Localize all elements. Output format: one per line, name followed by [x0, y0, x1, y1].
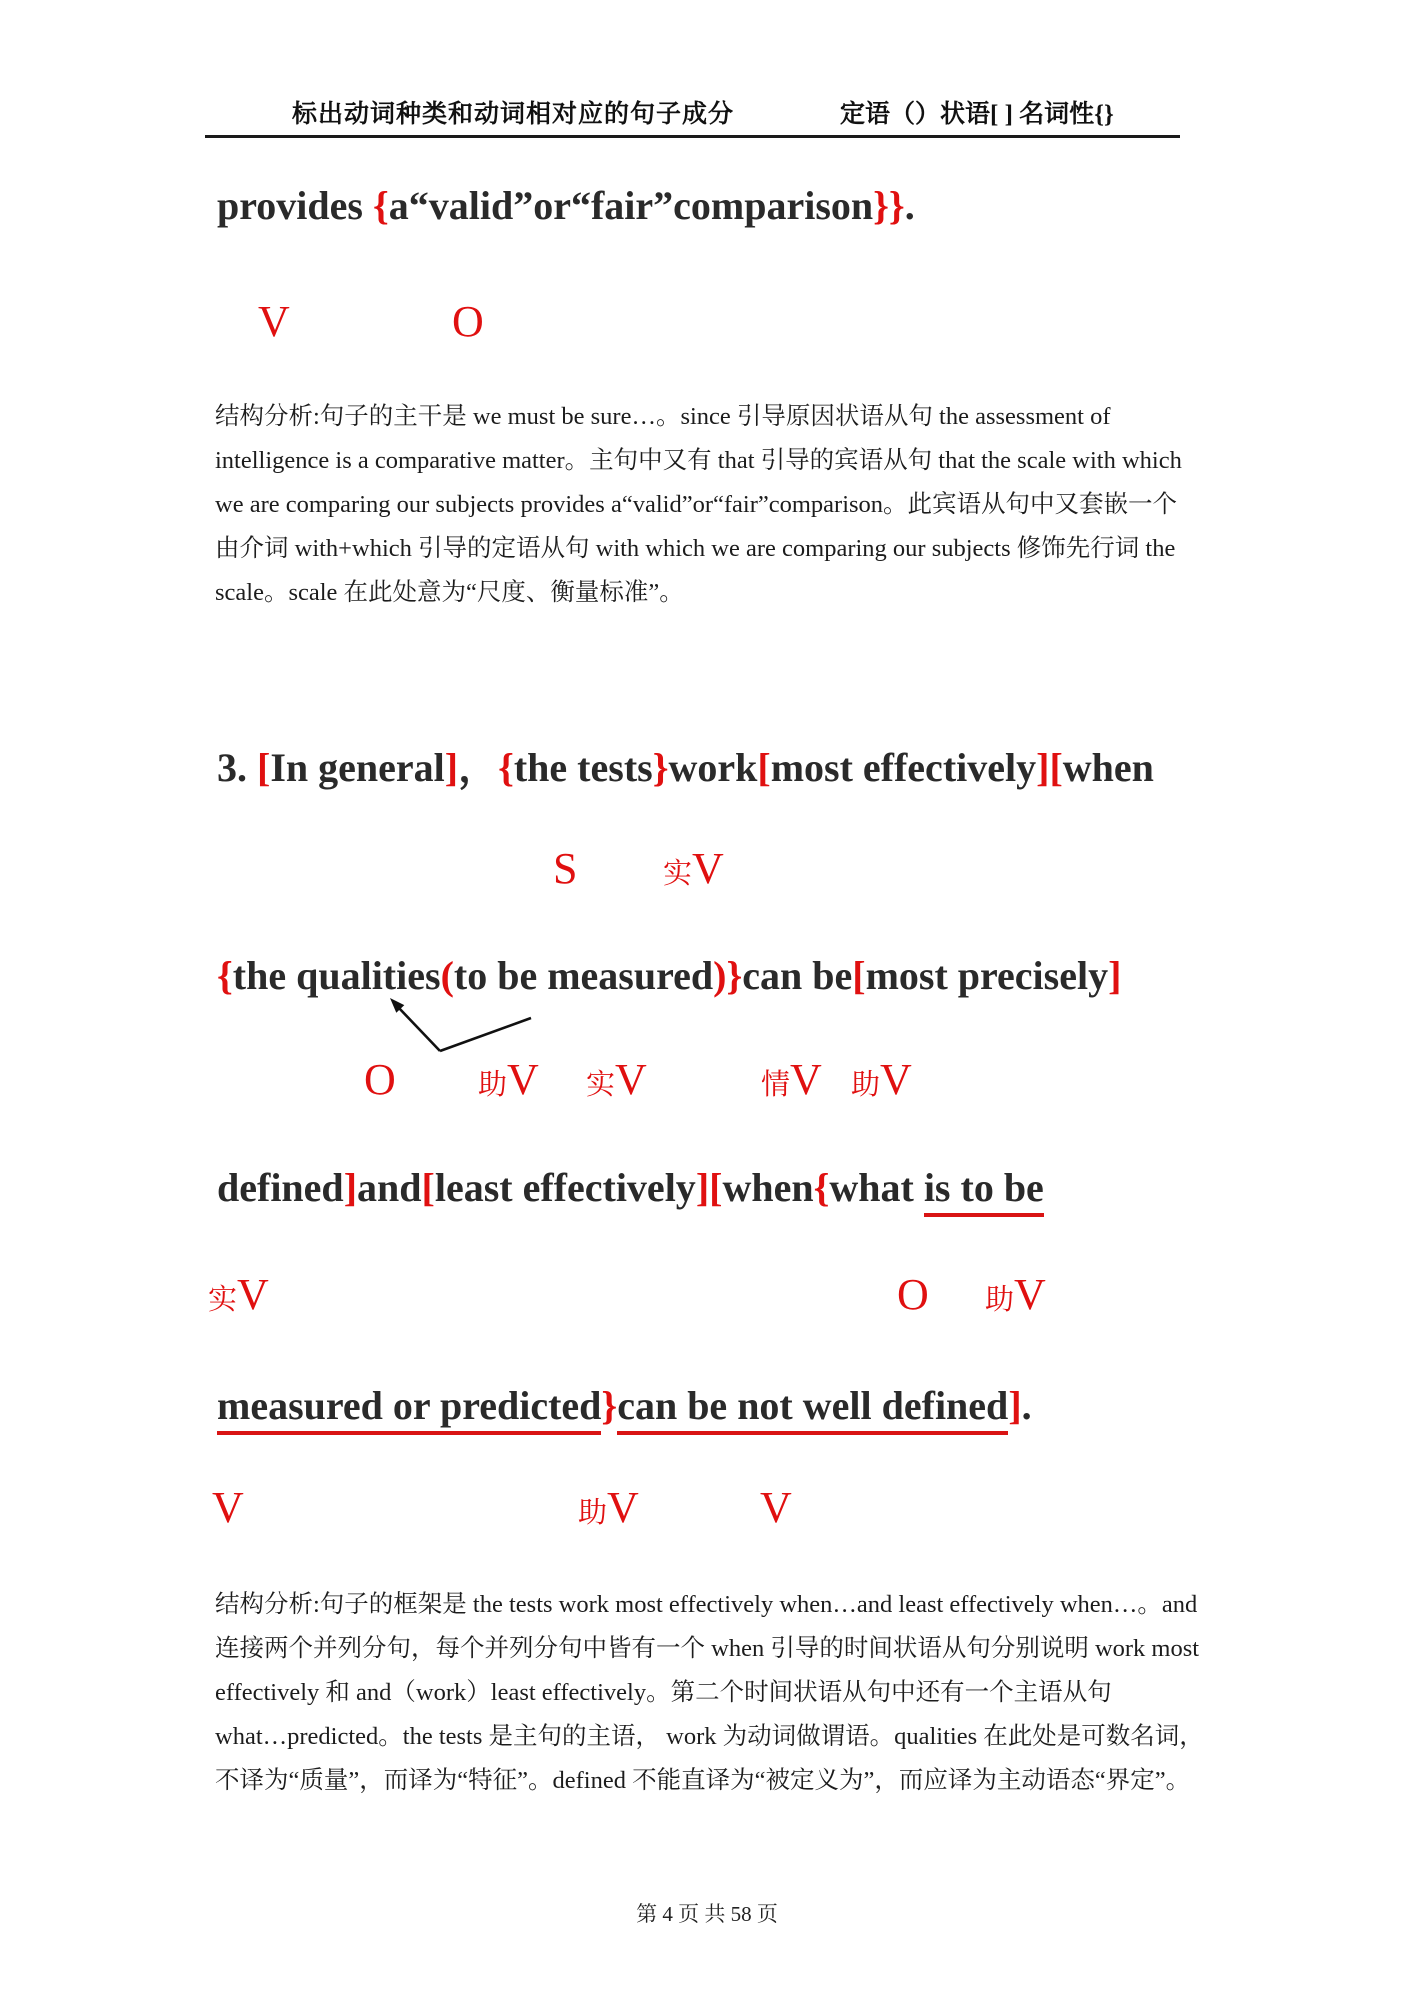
red-bracket: ]: [1108, 953, 1122, 998]
sentence3-annotations-2: [0, 1054, 1414, 1110]
annotation-item: [663, 843, 724, 894]
red-bracket: ][: [1036, 745, 1063, 790]
annotation-item: [212, 1482, 244, 1533]
annotation-verb-type: 助: [985, 1284, 1015, 1316]
sentence-text: provides: [217, 183, 373, 228]
annotation-verb-type: 助: [478, 1069, 508, 1101]
paragraph-line: scale。scale 在此处意为“尺度、衡量标准”。: [215, 579, 684, 606]
sentence-text: ，: [458, 745, 499, 790]
annotation-verb-type: 情: [761, 1069, 791, 1101]
sentence3-line2: [217, 952, 1121, 999]
paragraph-line: 连接两个并列分句，每个并列分句中皆有一个 when 引导的时间状语从句分别说明 work most: [215, 1635, 1200, 1662]
annotation-verb-type: 实: [663, 858, 693, 890]
annotation-item: [208, 1269, 269, 1320]
sentence3-line4: [217, 1382, 1032, 1429]
red-bracket: {: [217, 953, 233, 998]
annotation-letter: V: [212, 1483, 244, 1532]
sentence3-line3: [217, 1164, 1044, 1211]
red-bracket: }: [652, 745, 669, 790]
sentence3-annotations-1: [0, 843, 1414, 899]
sentence3-annotations-3: [0, 1269, 1414, 1325]
paragraph-line: intelligence is a comparative matter。主句中又有 that 引导的宾语从句 that the scale with which: [215, 447, 1182, 474]
header-left-title: 标出动词种类和动词相对应的句子成分: [292, 101, 735, 128]
sentence-text: most effectively: [770, 745, 1037, 790]
sentence-text: what: [829, 1165, 924, 1210]
red-bracket: ]: [444, 745, 459, 790]
page-number: 第 4 页 共 58 页: [636, 1902, 778, 1926]
annotation-verb-type: 实: [208, 1284, 238, 1316]
annotation-letter: V: [692, 844, 724, 893]
sentence3-annotations-4: [0, 1482, 1414, 1538]
annotation-letter: V: [1014, 1270, 1046, 1319]
red-bracket: {: [372, 183, 389, 228]
paragraph-line: 不译为“质量”，而译为“特征”。defined 不能直译为“被定义为”，而应译为主动语态“界定”。: [215, 1767, 1191, 1794]
header-rule: [205, 135, 1180, 138]
annotation-item: [578, 1482, 639, 1533]
sentence1-annotations: [0, 296, 1414, 352]
annotation-verb-type: 助: [578, 1497, 608, 1529]
annotation-arrow: [378, 988, 548, 1060]
annotation-item: [761, 1054, 822, 1105]
sentence-text: to be measured: [453, 953, 714, 998]
red-bracket: [: [852, 953, 866, 998]
annotation-item: [851, 1054, 912, 1105]
sentence-text: In general: [270, 745, 445, 790]
header-right-legend: 定语（）状语[ ] 名词性{}: [840, 101, 1114, 128]
sentence-text: .: [1021, 1383, 1032, 1428]
red-bracket: ]: [343, 1165, 358, 1210]
sentence-text: can be: [742, 953, 853, 998]
analysis2-paragraph: [215, 1583, 1285, 1803]
paragraph-line: we are comparing our subjects provides a“valid”or“fair”comparison。此宾语从句中又套嵌一个: [215, 491, 1178, 518]
red-bracket: )}: [713, 953, 743, 998]
sentence-text: when: [722, 1165, 814, 1210]
annotation-letter: V: [258, 297, 290, 346]
annotation-item: [364, 1054, 396, 1105]
annotation-letter: O: [364, 1055, 396, 1104]
sentence-text: a“valid”or“fair”comparison: [388, 183, 874, 228]
sentence1-line: [217, 182, 915, 229]
annotation-item: [897, 1269, 929, 1320]
paragraph-line: what…predicted。the tests 是主句的主语， work 为动词做谓语。qualities 在此处是可数名词，: [215, 1723, 1204, 1750]
underlined-text: is to be: [924, 1165, 1044, 1217]
annotation-item: [452, 296, 484, 347]
paragraph-line: effectively 和 and（work）least effectively。第二个时间状语从句中还有一个主语从句: [215, 1679, 1112, 1706]
analysis1-paragraph: [215, 395, 1285, 615]
annotation-letter: S: [553, 844, 578, 893]
sentence-text: the tests: [513, 745, 653, 790]
red-bracket: }: [601, 1383, 618, 1428]
red-bracket: {: [498, 745, 514, 790]
sentence-text: when: [1062, 745, 1154, 790]
sentence-text: least effectively: [434, 1165, 696, 1210]
annotation-letter: V: [507, 1055, 539, 1104]
sentence-text: defined: [217, 1165, 344, 1210]
sentence-text: 3.: [217, 745, 257, 790]
sentence-text: work: [668, 745, 758, 790]
red-bracket: [: [421, 1165, 435, 1210]
annotation-item: [586, 1054, 647, 1105]
red-bracket: ]: [1008, 1383, 1022, 1428]
page-footer: [0, 1898, 1414, 1928]
annotation-letter: V: [237, 1270, 269, 1319]
annotation-item: [760, 1482, 792, 1533]
annotation-letter: V: [760, 1483, 792, 1532]
annotation-letter: O: [897, 1270, 929, 1319]
paragraph-line: 结构分析:句子的主干是 we must be sure…。since 引导原因状语从句 the assessment of: [215, 403, 1111, 430]
annotation-letter: O: [452, 297, 484, 346]
sentence-text: most precisely: [865, 953, 1109, 998]
annotation-letter: V: [880, 1055, 912, 1104]
underlined-text: can be not well defined: [617, 1383, 1008, 1435]
annotation-item: [553, 843, 577, 894]
sentence3-line1: [217, 736, 1154, 793]
sentence-text: and: [357, 1165, 422, 1210]
red-bracket: [: [257, 745, 271, 790]
annotation-letter: V: [607, 1483, 639, 1532]
annotation-item: [258, 296, 290, 347]
sentence-text: the qualities: [232, 953, 441, 998]
red-bracket: [: [757, 745, 771, 790]
annotation-verb-type: 实: [586, 1069, 616, 1101]
paragraph-line: 结构分析:句子的框架是 the tests work most effectively when…and least effectively when…。and: [215, 1591, 1198, 1618]
paragraph-line: 由介词 with+which 引导的定语从句 with which we are comparing our subjects 修饰先行词 the: [215, 535, 1176, 562]
sentence-text: .: [904, 183, 915, 228]
red-bracket: (: [440, 953, 454, 998]
annotation-item: [478, 1054, 539, 1105]
red-bracket: }}: [873, 183, 905, 228]
annotation-verb-type: 助: [851, 1069, 881, 1101]
annotation-item: [985, 1269, 1046, 1320]
annotation-letter: V: [615, 1055, 647, 1104]
red-bracket: ][: [695, 1165, 723, 1210]
annotation-letter: V: [790, 1055, 822, 1104]
red-bracket: {: [813, 1165, 830, 1210]
underlined-text: measured or predicted: [217, 1383, 601, 1435]
